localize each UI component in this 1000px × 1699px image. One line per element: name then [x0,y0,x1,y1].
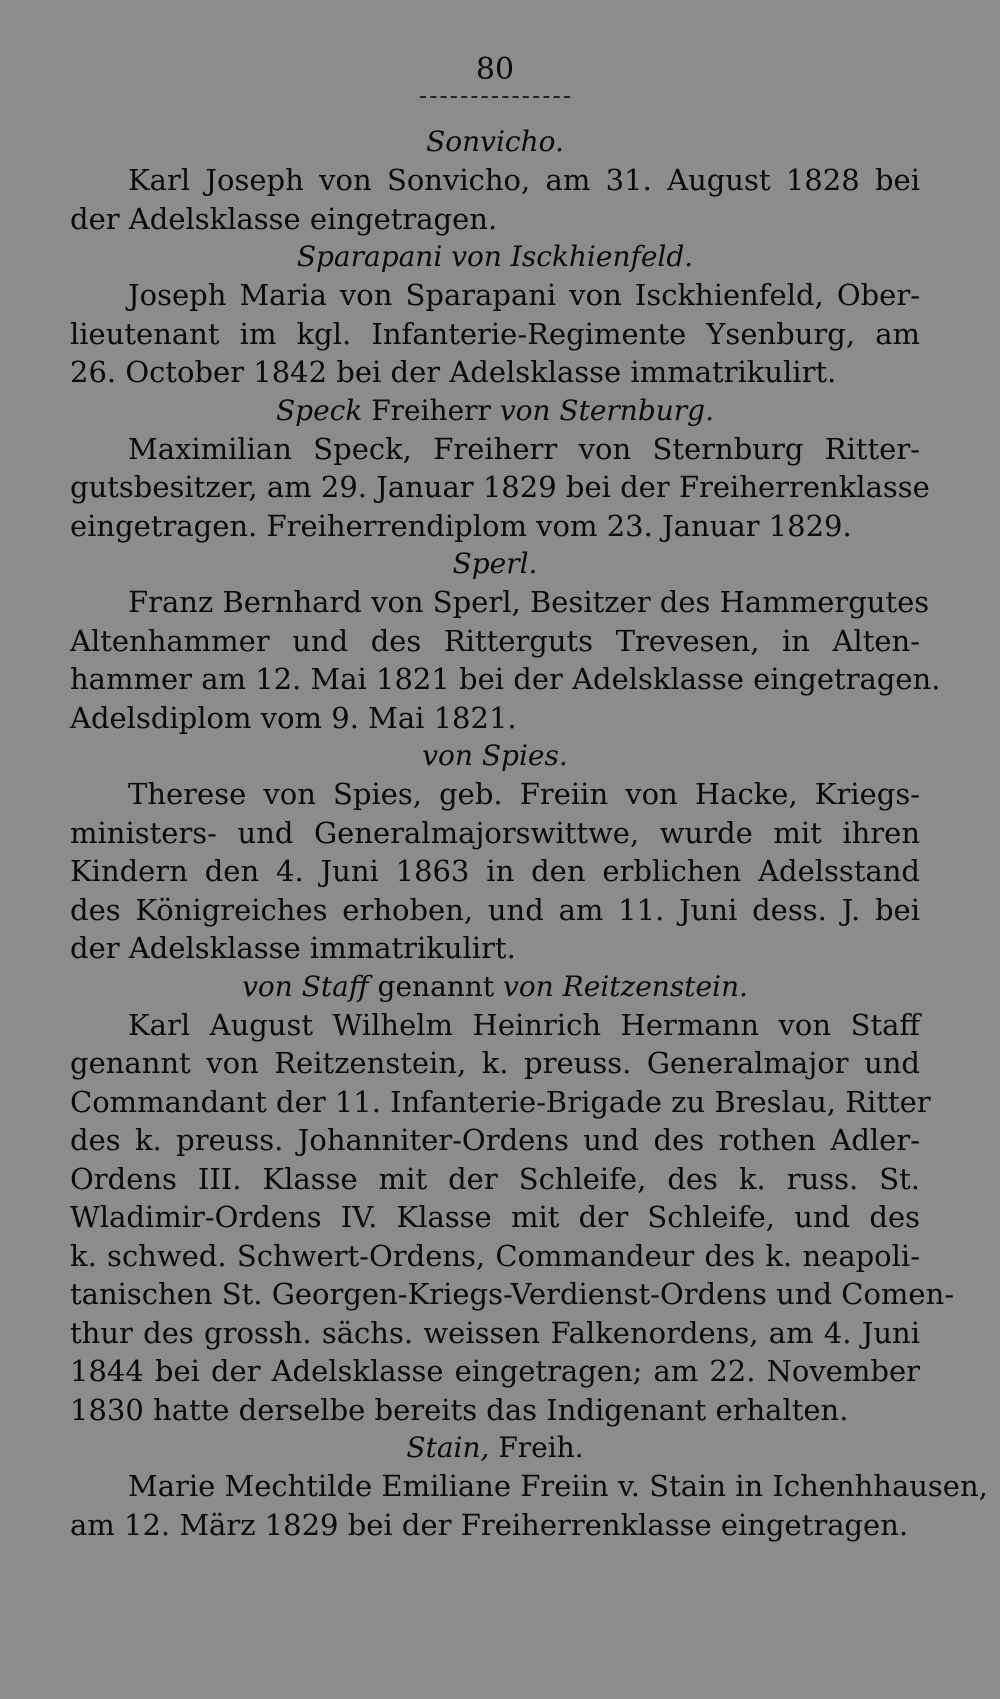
text-line: tanischen St. Georgen-Kriegs-Verdienst-Ordens und Comen- [70,1277,955,1311]
entry-text-sparapani [70,276,920,392]
text-line: Kindern den 4. Juni 1863 in den erblichen Adelsstand [70,854,920,888]
text-line: Joseph Maria von Sparapani von Isckhienfeld, Ober- [128,278,920,312]
text-line: thur des grossh. sächs. weissen Falkenordens, am 4. Juni [70,1315,920,1350]
text-line: Franz Bernhard von Sperl, Besitzer des Hammergutes [128,585,930,619]
text-line: k. schwed. Schwert-Ordens, Commandeur des k. neapoli- [70,1238,920,1273]
text-line: Maximilian Speck, Freiherr von Sternburg Ritter- [128,431,920,466]
entry-heading-sonvicho: Sonvicho. [426,125,564,158]
text-line: der Adelsklasse eingetragen. [70,201,498,236]
heading-part: von Sternburg. [499,393,715,427]
text-line: Therese von Spies, geb. Freiin von Hacke, Kriegs- [128,777,920,811]
text-line: 1830 hatte derselbe bereits das Indigenant erhalten. [70,1392,849,1427]
text-line: eingetragen. Freiherrendiplom vom 23. Januar 1829. [70,508,852,543]
entry-heading-speck [70,392,920,430]
text-line: genannt von Reitzenstein, k. preuss. Generalmajor und [70,1046,920,1080]
text-line: der Adelsklasse immatrikulirt. [70,931,516,965]
text-line: des k. preuss. Johanniter-Ordens und des rothen Adler- [70,1123,920,1157]
heading-part: von Reitzenstein. [503,969,748,1003]
heading-part: genannt [368,969,503,1003]
text-line: 1844 bei der Adelsklasse eingetragen; am 22. November [70,1354,920,1388]
text-line: Karl Joseph von Sonvicho, am 31. August 1828 bei [128,163,920,197]
entry-heading-staff [70,968,920,1006]
entry-heading-sparapani: Sparapani von Isckhienfeld. [296,240,694,273]
text-line: Ordens III. Klasse mit der Schleife, des k. russ. St. [70,1161,920,1196]
text-line: gutsbesitzer, am 29. Januar 1829 bei der Freiherrenklasse [70,470,930,504]
text-line: hammer am 12. Mai 1821 bei der Adelsklasse eingetragen. [70,662,941,696]
heading-part: Freiherr [362,393,500,427]
text-line: am 12. März 1829 bei der Freiherrenklasse eingetragen. [70,1507,909,1542]
text-line: Altenhammer und des Ritterguts Trevesen, in Alten- [70,623,920,658]
text-line: Marie Mechtilde Emiliane Freiin v. Stain in Ichenhhausen, [128,1469,988,1503]
page-number-rule [420,96,570,98]
text-line: Commandant der 11. Infanterie-Brigade zu Breslau, Ritter [70,1084,931,1119]
entry-text-staff [70,1006,955,1430]
text-line: 26. October 1842 bei der Adelsklasse immatrikulirt. [70,355,837,389]
heading-part: von Staff [242,969,369,1003]
document-page [70,50,988,1650]
text-line: Adelsdiplom vom 9. Mai 1821. [70,700,517,735]
heading-part: Stain, [406,1431,490,1464]
entry-text-sperl [70,583,941,737]
page-number: 80 [475,52,515,87]
entry-heading-stain [70,1429,920,1467]
entry-heading-spies: von Spies. [422,739,568,772]
entry-text-sonvicho [70,161,920,238]
text-line: Karl August Wilhelm Heinrich Hermann von Staff [128,1007,920,1042]
heading-part: Speck [275,393,363,427]
entry-heading-sperl: Sperl. [452,547,538,580]
entry-text-spies [70,775,920,968]
entry-text-stain [70,1467,988,1544]
text-line: ministers- und Generalmajorswittwe, wurde mit ihren [70,815,920,850]
page-content [70,123,988,1544]
text-line: des Königreiches erhoben, und am 11. Juni dess. J. bei [70,892,920,927]
heading-part: Freih. [489,1431,584,1464]
text-line: lieutenant im kgl. Infanterie-Regimente Ysenburg, am [70,316,920,351]
text-line: Wladimir-Ordens IV. Klasse mit der Schleife, und des [70,1200,920,1234]
entry-text-speck [70,430,930,546]
